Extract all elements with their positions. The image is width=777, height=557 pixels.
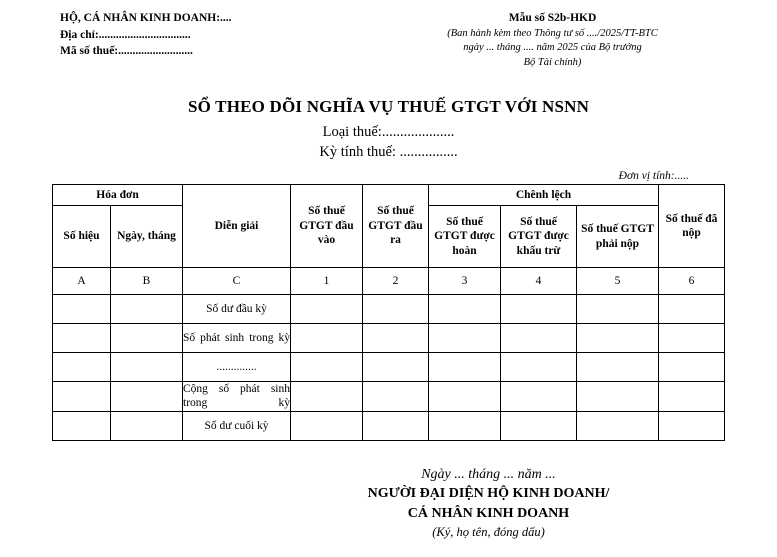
- cell-vat-deductible[interactable]: [501, 382, 577, 412]
- cell-vat-input[interactable]: [291, 295, 363, 324]
- document-header: [22, 10, 755, 71]
- cell-description: Số dư đầu kỳ: [183, 295, 291, 324]
- cell-vat-payable[interactable]: [577, 295, 659, 324]
- cell-vat-payable[interactable]: [577, 324, 659, 353]
- cell-vat-deductible[interactable]: [501, 324, 577, 353]
- cell-vat-input[interactable]: [291, 324, 363, 353]
- tax-obligation-table: [52, 184, 725, 441]
- col-description: Diễn giải: [183, 184, 291, 267]
- cell-vat-deductible[interactable]: [501, 295, 577, 324]
- cell-description: Cộng số phát sinh trong kỳ: [183, 383, 290, 410]
- index-cell-a: A: [52, 268, 110, 295]
- cell-vat-payable[interactable]: [577, 382, 659, 412]
- cell-vat-refunded[interactable]: [429, 411, 501, 440]
- tax-type-line: Loại thuế:....................: [322, 123, 455, 140]
- cell-invoice-number[interactable]: [52, 295, 110, 324]
- cell-vat-input[interactable]: [291, 382, 363, 412]
- cell-vat-input[interactable]: [291, 411, 363, 440]
- form-issue-note-line3: Bộ Tài chính): [523, 57, 582, 69]
- col-vat-input: Số thuế GTGT đầu vào: [291, 184, 363, 267]
- table-row: [52, 411, 724, 440]
- cell-vat-output[interactable]: [363, 324, 429, 353]
- cell-vat-paid[interactable]: [659, 324, 725, 353]
- cell-vat-output[interactable]: [363, 295, 429, 324]
- cell-description: Số phát sinh trong kỳ: [183, 324, 291, 353]
- col-group-invoice: Hóa đơn: [52, 184, 182, 205]
- cell-vat-paid[interactable]: [659, 382, 725, 412]
- col-invoice-date: Ngày, tháng: [110, 206, 182, 268]
- index-cell-3: 3: [429, 268, 501, 295]
- signature-date-line: Ngày ... tháng ... năm ...: [421, 466, 556, 482]
- cell-vat-refunded[interactable]: [429, 295, 501, 324]
- business-info-block: [22, 10, 390, 60]
- table-row: [52, 295, 724, 324]
- title-block: [22, 97, 755, 161]
- cell-vat-output[interactable]: [363, 353, 429, 382]
- cell-vat-paid[interactable]: [659, 295, 725, 324]
- cell-vat-output[interactable]: [363, 382, 429, 412]
- table-column-index-row: [52, 268, 724, 295]
- cell-description: ..............: [183, 353, 291, 382]
- cell-vat-output[interactable]: [363, 411, 429, 440]
- tax-period-line: Kỳ tính thuế: ................: [319, 143, 458, 160]
- col-vat-output: Số thuế GTGT đầu ra: [363, 184, 429, 267]
- business-taxcode-line: Mã số thuế:..........................: [60, 45, 193, 58]
- cell-vat-payable[interactable]: [577, 411, 659, 440]
- cell-vat-input[interactable]: [291, 353, 363, 382]
- form-issue-note-line2: ngày ... tháng .... năm 2025 của Bộ trưởng: [463, 42, 642, 54]
- cell-invoice-date[interactable]: [110, 353, 182, 382]
- cell-vat-paid[interactable]: [659, 353, 725, 382]
- cell-invoice-date[interactable]: [110, 295, 182, 324]
- index-cell-b: B: [110, 268, 182, 295]
- page-title: SỔ THEO DÕI NGHĨA VỤ THUẾ GTGT VỚI NSNN: [187, 96, 590, 116]
- col-vat-refunded: Số thuế GTGT được hoàn: [429, 206, 501, 268]
- index-cell-4: 4: [501, 268, 577, 295]
- cell-invoice-number[interactable]: [52, 353, 110, 382]
- cell-vat-deductible[interactable]: [501, 353, 577, 382]
- cell-invoice-date[interactable]: [110, 324, 182, 353]
- index-cell-c: C: [183, 268, 291, 295]
- index-cell-6: 6: [659, 268, 725, 295]
- cell-invoice-number[interactable]: [52, 382, 110, 412]
- form-number: Mẫu số S2b-HKD: [508, 12, 597, 24]
- cell-vat-refunded[interactable]: [429, 353, 501, 382]
- table-row: [52, 324, 724, 353]
- business-address-line: Địa chỉ:................................: [60, 28, 191, 41]
- form-issue-note-line1: (Ban hành kèm theo Thông tư số ..../2025/TT-BTC: [447, 27, 658, 39]
- cell-invoice-number[interactable]: [52, 411, 110, 440]
- signer-title-line2: CÁ NHÂN KINH DOANH: [407, 506, 570, 522]
- unit-of-measure-label: Đơn vị tính:.....: [618, 169, 689, 182]
- col-group-difference: Chênh lệch: [429, 184, 659, 205]
- col-vat-paid: Số thuế đã nộp: [659, 184, 725, 267]
- index-cell-1: 1: [291, 268, 363, 295]
- col-vat-deductible: Số thuế GTGT được khấu trừ: [501, 206, 577, 268]
- cell-description: Số dư cuối kỳ: [183, 411, 291, 440]
- table-row: [52, 382, 724, 412]
- cell-vat-refunded[interactable]: [429, 382, 501, 412]
- index-cell-5: 5: [577, 268, 659, 295]
- cell-invoice-date[interactable]: [110, 382, 182, 412]
- cell-vat-paid[interactable]: [659, 411, 725, 440]
- signature-note: (Ký, họ tên, đóng dấu): [432, 525, 545, 540]
- cell-vat-refunded[interactable]: [429, 324, 501, 353]
- col-vat-payable: Số thuế GTGT phải nộp: [577, 206, 659, 268]
- cell-vat-payable[interactable]: [577, 353, 659, 382]
- cell-vat-deductible[interactable]: [501, 411, 577, 440]
- form-info-block: [390, 10, 755, 71]
- table-header-group-row: [52, 184, 724, 205]
- col-invoice-number: Số hiệu: [52, 206, 110, 268]
- index-cell-2: 2: [363, 268, 429, 295]
- signer-title-line1: NGƯỜI ĐẠI DIỆN HỘ KINH DOANH/: [367, 485, 610, 501]
- business-name-line: HỘ, CÁ NHÂN KINH DOANH:....: [60, 12, 232, 24]
- cell-invoice-number[interactable]: [52, 324, 110, 353]
- signature-block: [22, 467, 755, 540]
- cell-invoice-date[interactable]: [110, 411, 182, 440]
- table-row: [52, 353, 724, 382]
